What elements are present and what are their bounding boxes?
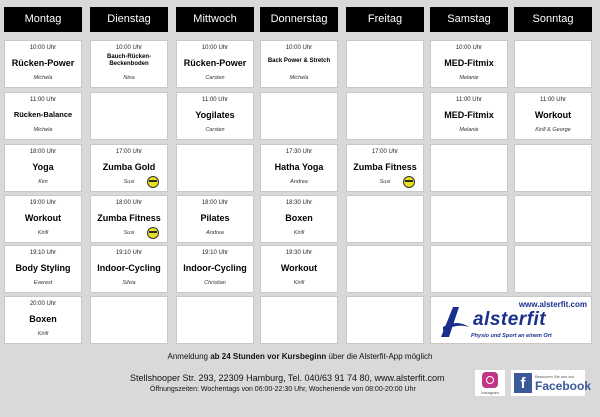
empty-cell	[90, 296, 168, 344]
brand-tagline: Physio und Sport an einem Ort	[471, 333, 552, 339]
opening-hours: Öffnungszeiten: Wochentags von 06:00-22:30 Uhr, Wochenende von 08:00-20:00 Uhr	[150, 386, 416, 393]
course-time: 11:00 Uhr	[456, 97, 482, 103]
course-title: Zumba Fitness	[97, 213, 161, 223]
brand-url: www.alsterfit.com	[518, 300, 587, 309]
course-trainer: Carsten	[205, 127, 225, 133]
empty-cell	[430, 144, 508, 192]
course-cell	[90, 245, 168, 293]
course-time: 19:10 Uhr	[29, 250, 57, 256]
course-time: 18:00 Uhr	[201, 200, 229, 206]
course-title: Rücken-Power	[11, 58, 75, 68]
zumba-logo-icon	[147, 227, 159, 239]
course-trainer: Michela	[33, 75, 53, 81]
course-trainer: Andrea	[206, 230, 224, 236]
course-cell	[176, 92, 254, 140]
course-time: 11:00 Uhr	[202, 97, 228, 103]
course-cell	[260, 144, 338, 192]
empty-cell	[260, 92, 338, 140]
facebook-caption: Besuchen Sie uns auf	[535, 374, 574, 379]
facebook-label: Facebook	[535, 379, 592, 393]
empty-cell	[346, 92, 424, 140]
course-title: Zumba Fitness	[353, 162, 417, 172]
course-title: Rücken-Power	[183, 58, 247, 68]
course-cell	[514, 92, 592, 140]
empty-cell	[514, 245, 592, 293]
facebook-link[interactable]	[511, 370, 592, 396]
course-time: 17:30 Uhr	[285, 149, 313, 155]
course-time: 18:00 Uhr	[115, 200, 143, 206]
course-time: 19:00 Uhr	[29, 200, 57, 206]
course-title: Rücken-Balance	[13, 110, 73, 119]
course-time: 17:00 Uhr	[115, 149, 143, 155]
empty-cell	[346, 195, 424, 243]
course-cell	[4, 245, 82, 293]
empty-cell	[514, 144, 592, 192]
empty-cell	[346, 245, 424, 293]
empty-cell	[514, 40, 592, 88]
empty-cell	[346, 296, 424, 344]
course-trainer: Melanie	[459, 75, 479, 81]
course-cell	[260, 245, 338, 293]
course-trainer: Susi	[123, 230, 135, 236]
course-title: Bauch-Rücken-Beckenboden	[106, 54, 151, 67]
course-cell	[4, 296, 82, 344]
course-time: 10:00 Uhr	[455, 45, 483, 51]
course-title: Workout	[280, 263, 318, 273]
course-cell	[4, 144, 82, 192]
day-header-donnerstag: Donnerstag	[260, 7, 338, 32]
course-trainer: Susi	[379, 179, 391, 185]
course-trainer: Carsten	[205, 75, 225, 81]
course-time: 18:00 Uhr	[29, 149, 57, 155]
course-title: Workout	[534, 110, 572, 120]
instagram-icon	[482, 372, 498, 388]
day-header-dienstag: Dienstag	[90, 7, 168, 32]
course-cell	[90, 195, 168, 243]
course-cell	[346, 144, 424, 192]
course-time: 11:00 Uhr	[30, 97, 56, 103]
course-cell	[90, 40, 168, 88]
zumba-logo-icon	[147, 176, 159, 188]
instagram-link[interactable]	[475, 370, 505, 396]
course-trainer: Kirill	[37, 230, 49, 236]
empty-cell	[346, 40, 424, 88]
zumba-logo-icon	[403, 176, 415, 188]
course-cell	[90, 144, 168, 192]
course-title: Hatha Yoga	[274, 162, 324, 172]
course-trainer: Kirill	[37, 331, 49, 337]
course-trainer: Nina	[123, 75, 135, 81]
course-title: Workout	[24, 213, 62, 223]
empty-cell	[176, 144, 254, 192]
course-title: Indoor-Cycling	[183, 263, 247, 273]
course-time: 10:00 Uhr	[285, 45, 313, 51]
day-header-mittwoch: Mittwoch	[176, 7, 254, 32]
course-trainer: Michela	[33, 127, 53, 133]
course-title: Body Styling	[15, 263, 71, 273]
course-time: 11:00 Uhr	[540, 97, 566, 103]
course-title: Yogilates	[195, 110, 235, 120]
course-cell	[176, 40, 254, 88]
registration-note: Anmeldung ab 24 Stunden vor Kursbeginn über die Alsterfit-App möglich	[167, 352, 433, 361]
course-cell	[430, 92, 508, 140]
course-time: 10:00 Uhr	[201, 45, 229, 51]
day-header-samstag: Samstag	[430, 7, 508, 32]
facebook-icon: f	[514, 373, 532, 393]
course-trainer: Melanie	[459, 127, 479, 133]
instagram-label: Instagram	[481, 390, 499, 395]
empty-cell	[90, 92, 168, 140]
course-time: 19:10 Uhr	[201, 250, 229, 256]
alsterfit-logo	[430, 296, 592, 344]
course-cell	[260, 40, 338, 88]
course-trainer: Christian	[204, 280, 226, 286]
course-trainer: Andrea	[290, 179, 308, 185]
course-cell	[176, 195, 254, 243]
course-cell	[260, 195, 338, 243]
course-title: Yoga	[32, 162, 54, 172]
course-time: 10:00 Uhr	[29, 45, 57, 51]
course-trainer: Everest	[33, 280, 53, 286]
course-trainer: Susi	[123, 179, 135, 185]
course-title: Zumba Gold	[102, 162, 156, 172]
course-cell	[4, 195, 82, 243]
course-time: 20:00 Uhr	[29, 301, 57, 307]
empty-cell	[514, 195, 592, 243]
day-header-freitag: Freitag	[346, 7, 424, 32]
course-title: Boxen	[285, 213, 313, 223]
course-title: Indoor-Cycling	[97, 263, 161, 273]
day-header-montag: Montag	[4, 7, 82, 32]
course-time: 10:00 Uhr	[115, 45, 143, 51]
course-time: 19:30 Uhr	[285, 250, 313, 256]
course-cell	[430, 40, 508, 88]
course-time: 19:10 Uhr	[115, 250, 143, 256]
course-title: Pilates	[200, 213, 230, 223]
swoosh-icon	[439, 305, 469, 339]
empty-cell	[176, 296, 254, 344]
course-trainer: Kim	[38, 179, 48, 185]
brand-name: alsterfit	[473, 309, 547, 330]
course-trainer: Kirill	[293, 230, 305, 236]
address-line: Stellshooper Str. 293, 22309 Hamburg, Tel. 040/63 91 74 80, www.alsterfit.com	[130, 373, 445, 383]
day-header-sonntag: Sonntag	[514, 7, 592, 32]
course-title: MED-Fitmix	[444, 58, 494, 68]
empty-cell	[430, 245, 508, 293]
course-title: MED-Fitmix	[444, 110, 494, 120]
course-cell	[4, 40, 82, 88]
course-cell	[176, 245, 254, 293]
empty-cell	[260, 296, 338, 344]
course-title: Back Power & Stretch	[267, 58, 331, 64]
course-time: 18:30 Uhr	[285, 200, 313, 206]
course-cell	[4, 92, 82, 140]
course-trainer: Kirill & George	[535, 127, 571, 133]
course-time: 17:00 Uhr	[371, 149, 399, 155]
empty-cell	[430, 195, 508, 243]
course-title: Boxen	[29, 314, 57, 324]
course-trainer: Kirill	[293, 280, 305, 286]
course-trainer: Silvia	[122, 280, 136, 286]
course-trainer: Michela	[289, 75, 309, 81]
